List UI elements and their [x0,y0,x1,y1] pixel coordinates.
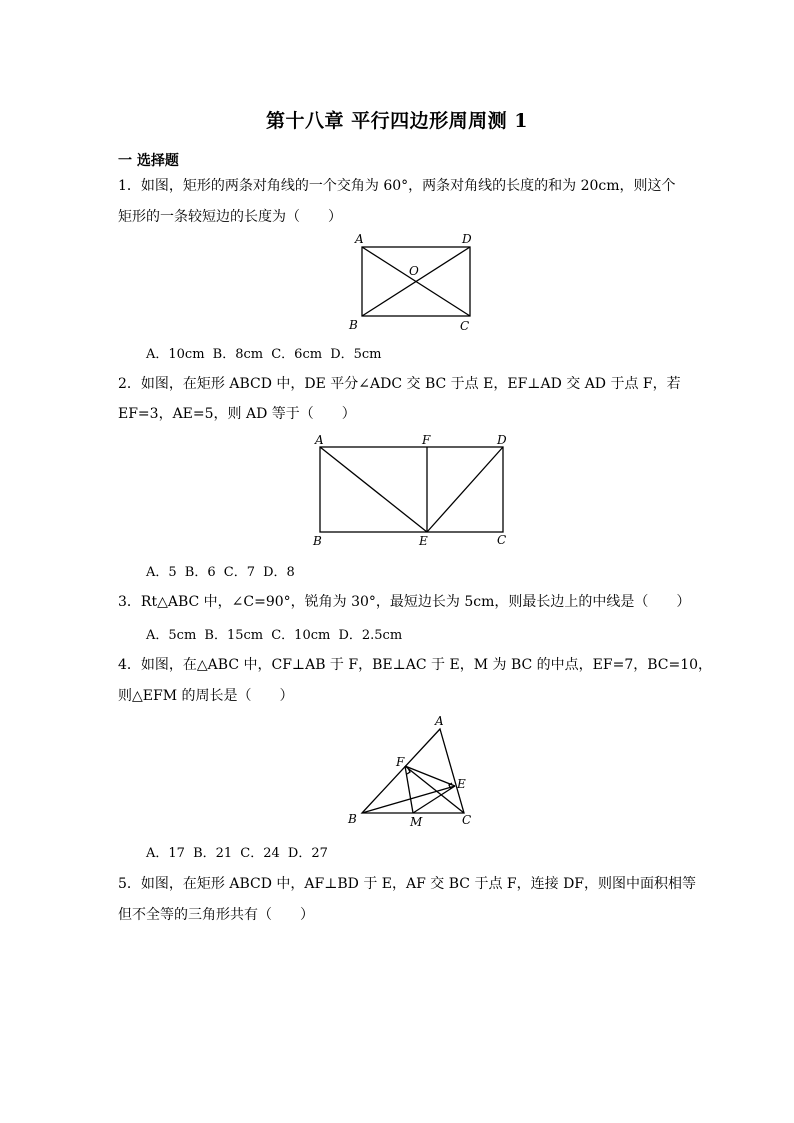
q1-label-c: C [460,319,470,333]
q1-label-b: B [349,318,358,332]
q2-label-d: D [497,433,507,447]
q4-triangle-abc [362,729,464,813]
q3-text-line1: 3．Rt△ABC 中，∠C=90°，锐角为 30°，最短边长为 5cm，则最长边上的中线是（ ） [118,594,691,610]
q2-rectangle [320,447,503,532]
q1-rectangle [362,247,470,316]
q1-label-o: O [409,264,419,278]
q1-diagonal-ac [362,247,470,316]
q4-label-e: E [457,777,466,791]
q2-text-line2: EF=3，AE=5，则 AD 等于（ ） [118,406,356,422]
q4-label-f: F [396,755,405,769]
q4-segment-fm [405,766,413,813]
q1-options: A．10cm B．8cm C．6cm D．5cm [146,347,382,362]
q4-right-angle-f [407,768,410,774]
q4-segment-be [362,786,455,813]
q4-options: A．17 B．21 C．24 D．27 [146,846,328,861]
q1-text-line1: 1．如图，矩形的两条对角线的一个交角为 60°，两条对角线的长度的和为 20cm，则这个 [118,178,676,194]
q4-label-b: B [348,812,357,826]
q2-options: A．5 B．6 C．7 D．8 [146,565,295,580]
q1-label-a: A [355,232,364,246]
q4-label-m: M [410,815,423,829]
q4-text-line2: 则△EFM 的周长是（ ） [118,688,294,704]
section-heading: 一 选择题 [118,153,179,169]
q4-segment-cf [405,766,464,813]
q5-text-line2: 但不全等的三角形共有（ ） [118,907,314,923]
q5-text-line1: 5．如图，在矩形 ABCD 中，AF⊥BD 于 E，AF 交 BC 于点 F，连接 DF，则图中面积相等 [118,876,697,892]
q4-right-angle-e [449,783,452,789]
q4-segment-em [413,786,455,813]
q4-text-line1: 4．如图，在△ABC 中，CF⊥AB 于 F，BE⊥AC 于 E，M 为 BC 的中点，EF=7，BC=10， [118,657,713,673]
q1-label-d: D [462,232,472,246]
q2-segment-de [427,447,503,532]
q2-label-c: C [497,533,507,547]
q4-label-a: A [435,714,444,728]
q4-label-c: C [462,813,472,827]
q2-text-line1: 2．如图，在矩形 ABCD 中，DE 平分∠ADC 交 BC 于点 E，EF⊥AD 交 AD 于点 F，若 [118,376,681,392]
q2-segment-ae [320,447,427,532]
q2-label-f: F [422,433,431,447]
q2-label-a: A [315,433,324,447]
q1-text-line2: 矩形的一条较短边的长度为（ ） [118,209,342,225]
q3-options: A．5cm B．15cm C．10cm D．2.5cm [146,628,403,643]
q2-label-e: E [419,534,428,548]
q2-label-b: B [313,534,322,548]
page-title: 第十八章 平行四边形周周测 1 [266,110,528,132]
q4-segment-ef [405,766,455,786]
q1-diagonal-bd [362,247,470,316]
